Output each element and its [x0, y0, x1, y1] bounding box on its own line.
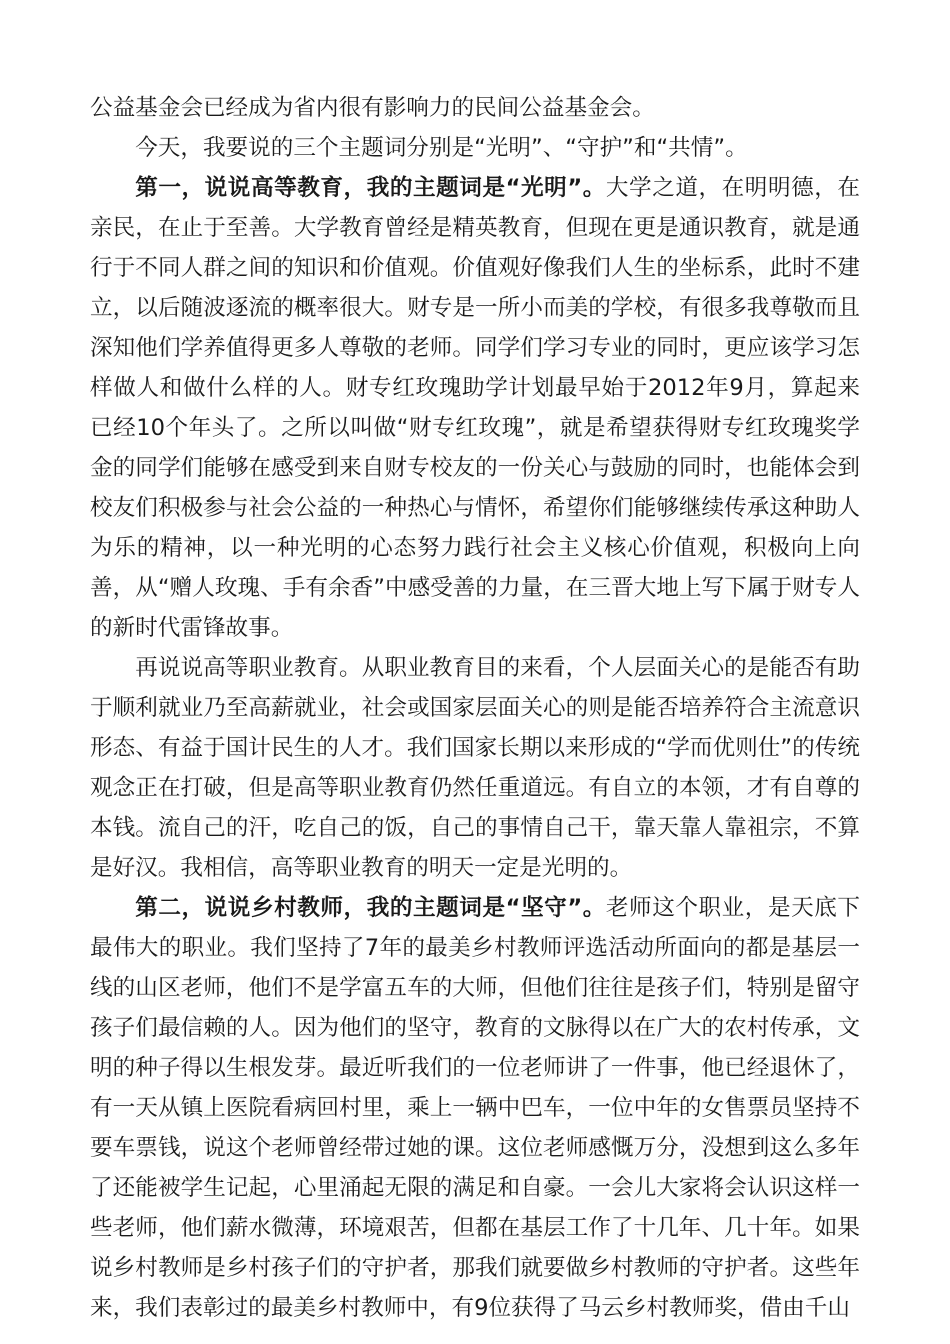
document-page	[90, 88, 860, 1328]
paragraph-text: 老师这个职业，是天底下最伟大的职业。我们坚持了7年的最美乡村教师评选活动所面向的都是基层一线的山区老师，他们不是学富五车的大师，但他们往往是孩子们，特别是留守孩子们最信赖的人。因为他们的坚守，教育的文脉得以在广大的农村传承，文明的种子得以生根发芽。最近听我们的一位老师讲了一件事，他已经退休了，有一天从镇上医院看病回村里，乘上一辆中巴车，一位中年的女售票员坚持不要车票钱，说这个老师曾经带过她的课。这位老师感慨万分，没想到这么多年了还能被学生记起，心里涌起无限的满足和自豪。一会儿大家将会认识这样一些老师，他们薪水微薄，环境艰苦，但都在基层工作了十几年、几十年。如果说乡村教师是乡村孩子们的守护者，那我们就要做乡村教师的守护者。这些年来，我们表彰过的最美乡村教师中，有9位获得了马云乡村教师奖，借由千山	[90, 895, 861, 1321]
paragraph-continuation	[90, 88, 860, 128]
paragraph-text: 大学之道，在明明德，在亲民，在止于至善。大学教育曾经是精英教育，但现在更是通识教育，就是通行于不同人群之间的知识和价值观。价值观好像我们人生的坐标系，此时不建立，以后随波逐流的概率很大。财专是一所小而美的学校，有很多我尊敬而且深知他们学养值得更多人尊敬的老师。同学们学习专业的同时，更应该学习怎样做人和做什么样的人。财专红玫瑰助学计划最早始于2012年9月，算起来已经10个年头了。之所以叫做“财专红玫瑰”，就是希望获得财专红玫瑰奖学金的同学们能够在感受到来自财专校友的一份关心与鼓励的同时，也能体会到校友们积极参与社会公益的一种热心与情怀，希望你们能够继续传承这种助人为乐的精神，以一种光明的心态努力践行社会主义核心价值观，积极向上向善，从“赠人玫瑰、手有余香”中感受善的力量，在三晋大地上写下属于财专人的新时代雷锋故事。	[90, 175, 861, 641]
paragraph-text: 再说说高等职业教育。从职业教育目的来看，个人层面关心的是能否有助于顺利就业乃至高薪就业，社会或国家层面关心的则是能否培养符合主流意识形态、有益于国计民生的人才。我们国家长期以来形成的“学而优则仕”的传统观念正在打破，但是高等职业教育仍然任重道远。有自立的本领，才有自尊的本钱。流自己的汗，吃自己的饭，自己的事情自己干，靠天靠人靠祖宗，不算是好汉。我相信，高等职业教育的明天一定是光明的。	[90, 655, 860, 881]
paragraph-section-two	[90, 888, 860, 1328]
paragraph-lead-heading: 第一，说说高等教育，我的主题词是“光明”。	[135, 175, 606, 201]
paragraph-text: 公益基金会已经成为省内很有影响力的民间公益基金会。	[90, 95, 655, 121]
paragraph-text: 今天，我要说的三个主题词分别是“光明”、“守护”和“共情”。	[135, 135, 748, 161]
paragraph-lead-heading: 第二，说说乡村教师，我的主题词是“坚守”。	[135, 895, 606, 921]
paragraph-intro	[90, 128, 860, 168]
paragraph-vocational-education	[90, 648, 860, 888]
paragraph-section-one	[90, 168, 860, 648]
